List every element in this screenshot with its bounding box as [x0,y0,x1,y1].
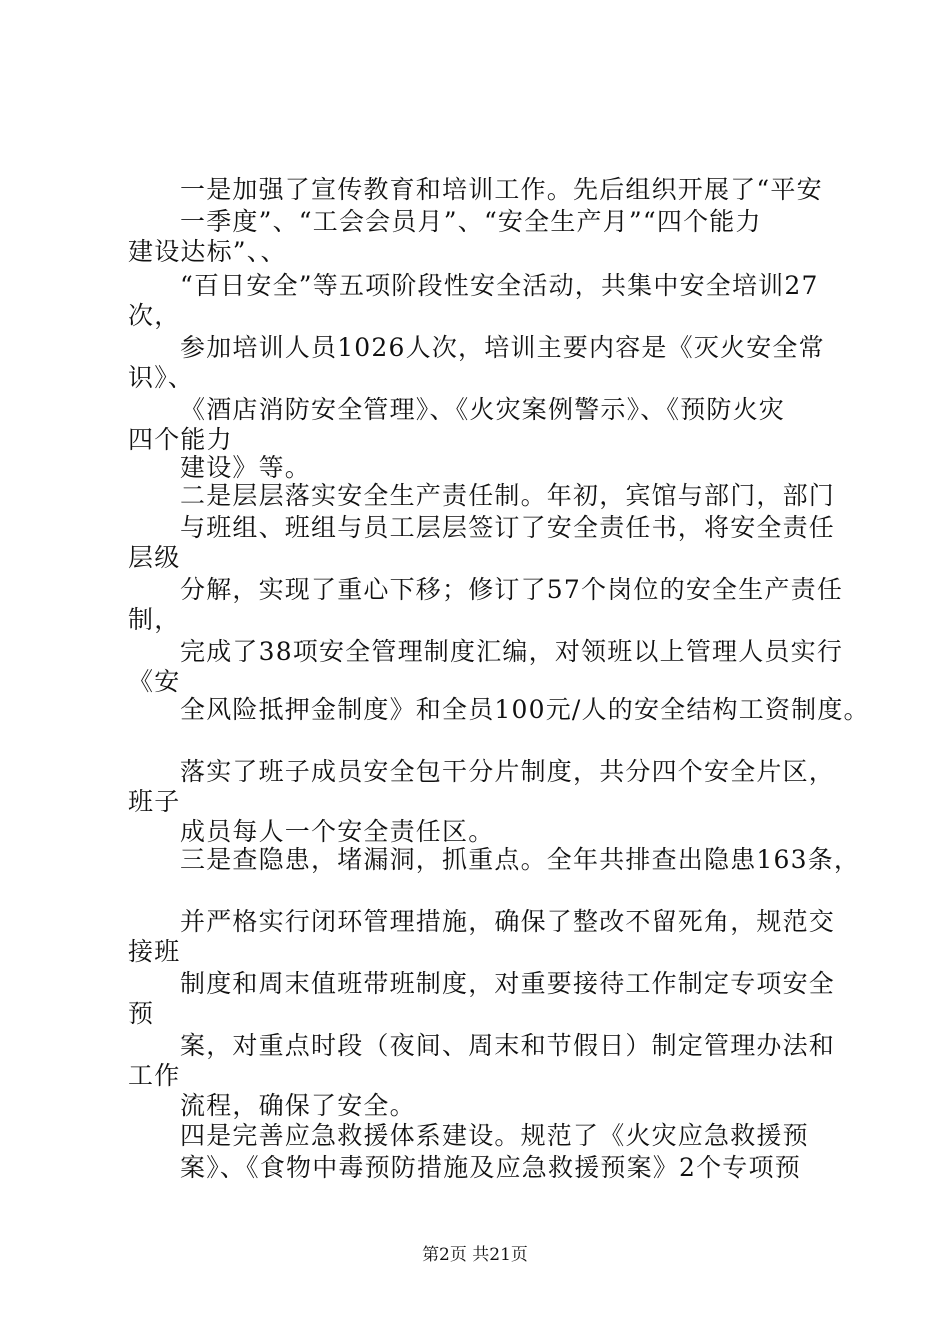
text-line: 建设达标”、、 [128,237,287,266]
text-line: 四个能力 [128,425,233,454]
text-line: 制， [128,605,181,634]
text-line: 预 [128,999,155,1028]
text-line: 制度和周末值班带班制度，对重要接待工作制定专项安全 [180,969,836,998]
text-line: 案，对重点时段（夜间、周末和节假日）制定管理办法和 [180,1031,836,1060]
text-line: 层级 [128,543,181,572]
text-line: 案》、《食物中毒预防措施及应急救援预案》2个专项预 [180,1153,801,1182]
text-line: 一季度”、“工会会员月”、“安全生产月”“四个能力 [180,207,762,236]
text-line: 《酒店消防安全管理》、《火灾案例警示》、《预防火灾 [180,395,786,424]
text-line: 四是完善应急救援体系建设。规范了《火灾应急救援预 [180,1121,809,1150]
text-line: 《安 [128,667,181,696]
text-line: 接班 [128,937,181,966]
text-line: 成员每人一个安全责任区。 [180,817,495,846]
page-footer: 第2页 共21页 [422,1245,528,1265]
text-line: 参加培训人员1026人次，培训主要内容是《灭火安全常 [180,333,825,362]
text-line: “百日安全”等五项阶段性安全活动，共集中安全培训27 [180,271,819,300]
text-line: 分解，实现了重心下移；修订了57个岗位的安全生产责任 [180,575,844,604]
text-line: 班子 [128,787,181,816]
text-line: 流程，确保了安全。 [180,1091,416,1120]
text-line: 工作 [128,1061,181,1090]
text-line: 全风险抵押金制度》和全员100元/人的安全结构工资制度。 [180,695,870,724]
text-line: 完成了38项安全管理制度汇编，对领班以上管理人员实行 [180,637,844,666]
text-line: 二是层层落实安全生产责任制。年初，宾馆与部门，部门 [180,481,836,510]
text-line: 落实了班子成员安全包干分片制度，共分四个安全片区， [180,757,836,786]
text-line: 识》、 [128,363,195,392]
text-line: 一是加强了宣传教育和培训工作。先后组织开展了“平安 [180,175,823,204]
text-line: 次， [128,301,181,330]
text-line: 三是查隐患，堵漏洞，抓重点。全年共排查出隐患163条， [180,845,861,874]
text-line: 并严格实行闭环管理措施，确保了整改不留死角，规范交 [180,907,836,936]
text-line: 与班组、班组与员工层层签订了安全责任书，将安全责任 [180,513,836,542]
text-line: 建设》等。 [180,453,312,482]
